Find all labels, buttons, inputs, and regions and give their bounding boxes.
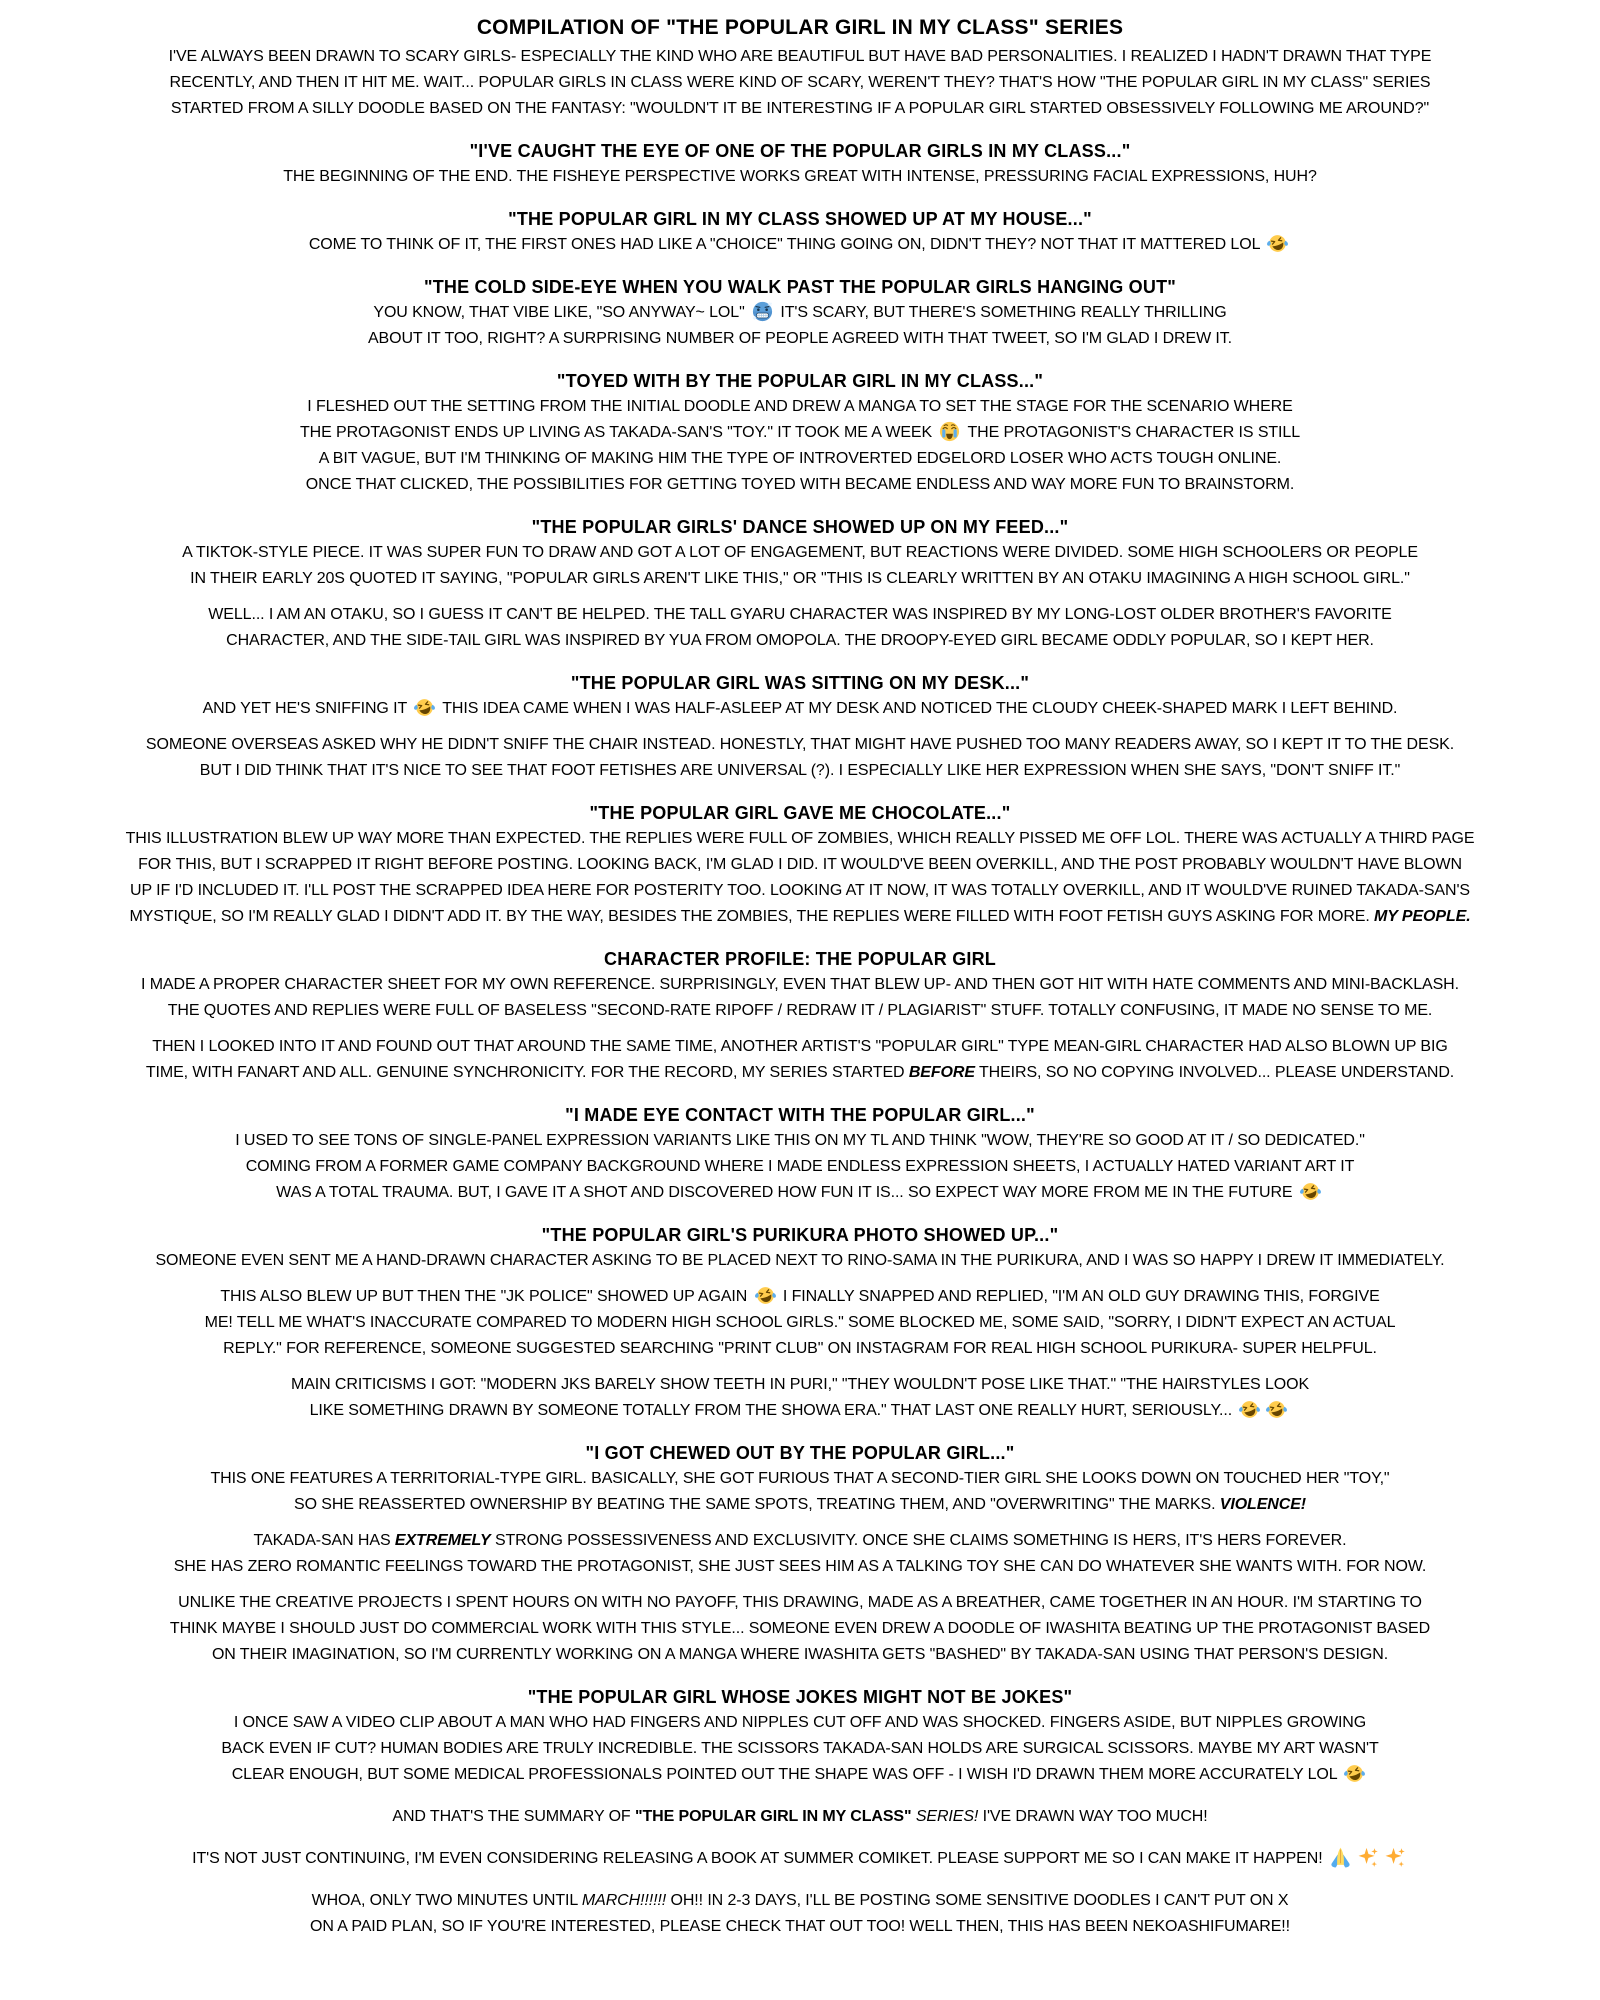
text-segment: THINK MAYBE I SHOULD JUST DO COMMERCIAL WORK WITH THIS STYLE... SOMEONE EVEN DREW A DOODLE OF IWASHITA BEATING UP THE PROTAGONIST BASED [169, 1620, 1431, 1637]
text-segment: SO SHE REASSERTED OWNERSHIP BY BEATING THE SAME SPOTS, TREATING THEM, AND "OVERWRITING" THE MARKS. [294, 1496, 1220, 1513]
paragraph [10, 1128, 1590, 1206]
section [10, 514, 1590, 654]
text-segment: IT'S NOT JUST CONTINUING, I'M EVEN CONSIDERING RELEASING A BOOK AT SUMMER COMIKET. PLEASE SUPPORT ME SO I CAN MAKE IT HAPPEN! [192, 1850, 1327, 1867]
section [10, 138, 1590, 190]
paragraph [10, 696, 1590, 722]
text-line [10, 1710, 1590, 1736]
text-segment: ME! TELL ME WHAT'S INACCURATE COMPARED TO MODERN HIGH SCHOOL GIRLS." SOME BLOCKED ME, SOME SAID, "SORRY, I DIDN'T EXPECT AN ACTUAL [204, 1314, 1396, 1331]
text-line [10, 904, 1590, 930]
section [10, 946, 1590, 1086]
text-line [10, 1372, 1590, 1398]
section [10, 1888, 1590, 1940]
rofl-emoji [413, 696, 436, 719]
section [10, 670, 1590, 784]
text-line [10, 852, 1590, 878]
text-line [10, 1034, 1590, 1060]
text-segment: THIS ALSO BLEW UP BUT THEN THE "JK POLICE" SHOWED UP AGAIN [220, 1288, 752, 1305]
paragraph [10, 1710, 1590, 1788]
text-segment: UNLIKE THE CREATIVE PROJECTS I SPENT HOURS ON WITH NO PAYOFF, THIS DRAWING, MADE AS A BREATHER, CAME TOGETHER IN AN HOUR. I'M STARTING TO [178, 1594, 1422, 1611]
text-segment: STARTED FROM A SILLY DOODLE BASED ON THE FANTASY: "WOULDN'T IT BE INTERESTING IF A POPULAR GIRL STARTED OBSESSIVELY FOLLOWING ME AROUND?" [170, 100, 1430, 117]
text-segment: COMING FROM A FORMER GAME COMPANY BACKGROUND WHERE I MADE ENDLESS EXPRESSION SHEETS, I ACTUALLY HATED VARIANT ART IT [245, 1158, 1355, 1175]
text-segment: WELL... I AM AN OTAKU, SO I GUESS IT CAN'T BE HELPED. THE TALL GYARU CHARACTER WAS INSPIRED BY MY LONG-LOST OLDER BROTHER'S FAVORITE [208, 606, 1392, 623]
text-segment: EXTREMELY [394, 1532, 491, 1549]
text-line [10, 164, 1590, 190]
text-segment: A TIKTOK-STYLE PIECE. IT WAS SUPER FUN TO DRAW AND GOT A LOT OF ENGAGEMENT, BUT REACTIONS WERE DIVIDED. SOME HIGH SCHOOLERS OR PEOPLE [182, 544, 1418, 561]
text-line [10, 420, 1590, 446]
text-line [10, 1310, 1590, 1336]
paragraph [10, 1846, 1590, 1872]
text-line [10, 472, 1590, 498]
text-segment: UP IF I'D INCLUDED IT. I'LL POST THE SCRAPPED IDEA HERE FOR POSTERITY TOO. LOOKING AT IT NOW, IT WAS TOTALLY OVERKILL, AND IT WOULD'VE RUINED TAKADA-SAN'S [130, 882, 1470, 899]
text-segment: BUT I DID THINK THAT IT'S NICE TO SEE THAT FOOT FETISHES ARE UNIVERSAL (?). I ESPECIALLY LIKE HER EXPRESSION WHEN SHE SAYS, "DON'T SNIFF IT." [199, 762, 1401, 779]
text-line [10, 1128, 1590, 1154]
text-line [10, 446, 1590, 472]
paragraph [10, 1034, 1590, 1086]
text-line [10, 44, 1590, 70]
text-line [10, 1590, 1590, 1616]
text-segment: MAIN CRITICISMS I GOT: "MODERN JKS BARELY SHOW TEETH IN PURI," "THEY WOULDN'T POSE LIKE THAT." "THE HAIRSTYLES LOOK [290, 1376, 1310, 1393]
paragraph [10, 1372, 1590, 1424]
text-line [10, 972, 1590, 998]
text-segment: IN THEIR EARLY 20S QUOTED IT SAYING, "POPULAR GIRLS AREN'T LIKE THIS," OR "THIS IS CLEARLY WRITTEN BY AN OTAKU IMAGINING A HIGH SCHOOL GIRL." [190, 570, 1410, 587]
paragraph [10, 164, 1590, 190]
text-line [10, 696, 1590, 722]
paragraph [10, 232, 1590, 258]
paragraph [10, 1590, 1590, 1668]
section [10, 1222, 1590, 1424]
rofl-emoji [1299, 1180, 1322, 1203]
text-line [10, 628, 1590, 654]
text-line [10, 1248, 1590, 1274]
text-line [10, 1466, 1590, 1492]
paragraph [10, 1804, 1590, 1830]
text-line [10, 732, 1590, 758]
text-segment: I'VE ALWAYS BEEN DRAWN TO SCARY GIRLS- ESPECIALLY THE KIND WHO ARE BEAUTIFUL BUT HAVE BAD PERSONALITIES. I REALIZED I HADN'T DRAWN THAT TYPE [168, 48, 1432, 65]
text-segment: BEFORE [908, 1064, 975, 1081]
sob-emoji [938, 420, 961, 443]
section [10, 1846, 1590, 1872]
text-line [10, 998, 1590, 1024]
text-segment: "THE POPULAR GIRL IN MY CLASS" [634, 1808, 912, 1825]
text-line [10, 1914, 1590, 1940]
text-segment: I MADE A PROPER CHARACTER SHEET FOR MY OWN REFERENCE. SURPRISINGLY, EVEN THAT BLEW UP- AND THEN GOT HIT WITH HATE COMMENTS AND MINI-BACKLASH. [141, 976, 1459, 993]
rofl-emoji [1266, 232, 1289, 255]
paragraph [10, 732, 1590, 784]
text-segment: TAKADA-SAN HAS [253, 1532, 395, 1549]
text-line [10, 1642, 1590, 1668]
section [10, 274, 1590, 352]
text-segment: AND YET HE'S SNIFFING IT [202, 700, 412, 717]
section [10, 1684, 1590, 1788]
text-line [10, 1336, 1590, 1362]
text-line [10, 1888, 1590, 1914]
text-segment: THIS IDEA CAME WHEN I WAS HALF-ASLEEP AT MY DESK AND NOTICED THE CLOUDY CHEEK-SHAPED MARK I LEFT BEHIND. [438, 700, 1398, 717]
text-segment: I ONCE SAW A VIDEO CLIP ABOUT A MAN WHO HAD FINGERS AND NIPPLES CUT OFF AND WAS SHOCKED. FINGERS ASIDE, BUT NIPPLES GROWING [233, 1714, 1367, 1731]
paragraph [10, 1888, 1590, 1940]
text-segment: AND THAT'S THE SUMMARY OF [392, 1808, 635, 1825]
text-segment: THE PROTAGONIST ENDS UP LIVING AS TAKADA-SAN'S "TOY." IT TOOK ME A WEEK [299, 424, 937, 441]
text-line [10, 540, 1590, 566]
text-segment: I FLESHED OUT THE SETTING FROM THE INITIAL DOODLE AND DREW A MANGA TO SET THE STAGE FOR THE SCENARIO WHERE [307, 398, 1293, 415]
section [10, 1804, 1590, 1830]
section-heading: "I GOT CHEWED OUT BY THE POPULAR GIRL..." [585, 1443, 1015, 1463]
section-heading: CHARACTER PROFILE: THE POPULAR GIRL [604, 949, 996, 969]
section-heading: "THE POPULAR GIRL IN MY CLASS SHOWED UP AT MY HOUSE..." [508, 209, 1092, 229]
text-line [10, 566, 1590, 592]
rofl-emoji [1265, 1398, 1288, 1421]
text-segment: SERIES! [915, 1808, 979, 1825]
cold-face-emoji [751, 300, 774, 323]
text-line [10, 232, 1590, 258]
text-segment: THE BEGINNING OF THE END. THE FISHEYE PERSPECTIVE WORKS GREAT WITH INTENSE, PRESSURING FACIAL EXPRESSIONS, HUH? [283, 168, 1317, 185]
paragraph [10, 602, 1590, 654]
paragraph [10, 44, 1590, 122]
section-heading: "I'VE CAUGHT THE EYE OF ONE OF THE POPULAR GIRLS IN MY CLASS..." [469, 141, 1131, 161]
rofl-emoji [754, 1284, 777, 1307]
section-heading: "THE POPULAR GIRL WHOSE JOKES MIGHT NOT BE JOKES" [527, 1687, 1073, 1707]
text-segment: I'VE DRAWN WAY TOO MUCH! [978, 1808, 1208, 1825]
text-line [10, 1736, 1590, 1762]
paragraph [10, 394, 1590, 498]
paragraph [10, 540, 1590, 592]
document-body [10, 44, 1590, 1940]
text-segment: YOU KNOW, THAT VIBE LIKE, "SO ANYWAY~ LOL" [373, 304, 749, 321]
section [10, 1102, 1590, 1206]
text-line [10, 96, 1590, 122]
paragraph [10, 826, 1590, 930]
text-segment: SHE HAS ZERO ROMANTIC FEELINGS TOWARD THE PROTAGONIST, SHE JUST SEES HIM AS A TALKING TOY SHE CAN DO WHATEVER SHE WANTS WITH. FOR NOW. [173, 1558, 1427, 1575]
folded-hands-emoji [1329, 1846, 1352, 1869]
text-segment: THEIRS, SO NO COPYING INVOLVED... PLEASE UNDERSTAND. [974, 1064, 1455, 1081]
rofl-emoji [1238, 1398, 1261, 1421]
text-line [10, 1492, 1590, 1518]
text-line [10, 70, 1590, 96]
text-segment: STRONG POSSESSIVENESS AND EXCLUSIVITY. ONCE SHE CLAIMS SOMETHING IS HERS, IT'S HERS FOREVER. [490, 1532, 1347, 1549]
text-line [10, 1060, 1590, 1086]
text-line [10, 1762, 1590, 1788]
section [10, 44, 1590, 122]
text-segment: ABOUT IT TOO, RIGHT? A SURPRISING NUMBER OF PEOPLE AGREED WITH THAT TWEET, SO I'M GLAD I DREW IT. [367, 330, 1233, 347]
text-line [10, 394, 1590, 420]
text-segment: MYSTIQUE, SO I'M REALLY GLAD I DIDN'T ADD IT. BY THE WAY, BESIDES THE ZOMBIES, THE REPLIES WERE FILLED WITH FOOT FETISH GUYS ASKING FOR MORE. [129, 908, 1375, 925]
text-segment: ON THEIR IMAGINATION, SO I'M CURRENTLY WORKING ON A MANGA WHERE IWASHITA GETS "BASHED" BY TAKADA-SAN USING THAT PERSON'S DESIGN. [211, 1646, 1389, 1663]
section-heading: "THE POPULAR GIRLS' DANCE SHOWED UP ON MY FEED..." [531, 517, 1069, 537]
paragraph [10, 1466, 1590, 1518]
text-line [10, 826, 1590, 852]
text-line [10, 602, 1590, 628]
text-segment: LIKE SOMETHING DRAWN BY SOMEONE TOTALLY FROM THE SHOWA ERA." THAT LAST ONE REALLY HURT, SERIOUSLY... [309, 1402, 1237, 1419]
text-line [10, 1180, 1590, 1206]
section-heading: "I MADE EYE CONTACT WITH THE POPULAR GIRL..." [565, 1105, 1035, 1125]
text-segment: THE PROTAGONIST'S CHARACTER IS STILL [963, 424, 1301, 441]
section-heading: "THE POPULAR GIRL WAS SITTING ON MY DESK..." [570, 673, 1030, 693]
text-segment: TIME, WITH FANART AND ALL. GENUINE SYNCHRONICITY. FOR THE RECORD, MY SERIES STARTED [145, 1064, 909, 1081]
text-segment: BACK EVEN IF CUT? HUMAN BODIES ARE TRULY INCREDIBLE. THE SCISSORS TAKADA-SAN HOLDS ARE SURGICAL SCISSORS. MAYBE MY ART WASN'T [221, 1740, 1379, 1757]
paragraph [10, 1248, 1590, 1274]
section [10, 206, 1590, 258]
text-segment: I USED TO SEE TONS OF SINGLE-PANEL EXPRESSION VARIANTS LIKE THIS ON MY TL AND THINK "WOW, THEY'RE SO GOOD AT IT / SO DEDICATED." [235, 1132, 1365, 1149]
text-line [10, 1284, 1590, 1310]
text-segment: VIOLENCE! [1219, 1496, 1306, 1513]
text-segment: THEN I LOOKED INTO IT AND FOUND OUT THAT AROUND THE SAME TIME, ANOTHER ARTIST'S "POPULAR GIRL" TYPE MEAN-GIRL CHARACTER HAD ALSO BLOWN UP BIG [152, 1038, 1448, 1055]
text-segment: ON A PAID PLAN, SO IF YOU'RE INTERESTED, PLEASE CHECK THAT OUT TOO! WELL THEN, THIS HAS BEEN NEKOASHIFUMARE!! [310, 1918, 1290, 1935]
text-line [10, 1528, 1590, 1554]
section [10, 800, 1590, 930]
text-segment: WHOA, ONLY TWO MINUTES UNTIL [311, 1892, 582, 1909]
paragraph [10, 300, 1590, 352]
section [10, 1440, 1590, 1668]
text-line [10, 1616, 1590, 1642]
text-line [10, 1554, 1590, 1580]
text-segment: A BIT VAGUE, BUT I'M THINKING OF MAKING HIM THE TYPE OF INTROVERTED EDGELORD LOSER WHO ACTS TOUGH ONLINE. [318, 450, 1282, 467]
text-segment: I FINALLY SNAPPED AND REPLIED, "I'M AN OLD GUY DRAWING THIS, FORGIVE [778, 1288, 1380, 1305]
text-segment: MY PEOPLE. [1374, 908, 1471, 925]
text-segment: RECENTLY, AND THEN IT HIT ME. WAIT... POPULAR GIRLS IN CLASS WERE KIND OF SCARY, WEREN'T THEY? THAT'S HOW "THE POPULAR GIRL IN MY CLASS" SERIES [169, 74, 1431, 91]
text-segment: MARCH!!!!!! [581, 1892, 667, 1909]
text-segment: IT'S SCARY, BUT THERE'S SOMETHING REALLY THRILLING [776, 304, 1227, 321]
text-segment: CHARACTER, AND THE SIDE-TAIL GIRL WAS INSPIRED BY YUA FROM OMOPOLA. THE DROOPY-EYED GIRL BECAME ODDLY POPULAR, SO I KEPT HER. [226, 632, 1374, 649]
text-line [10, 1846, 1590, 1872]
text-segment: OH!! IN 2-3 DAYS, I'LL BE POSTING SOME SENSITIVE DOODLES I CAN'T PUT ON X [666, 1892, 1289, 1909]
page-title: COMPILATION OF "THE POPULAR GIRL IN MY CLASS" SERIES [476, 16, 1124, 39]
paragraph [10, 1528, 1590, 1580]
section [10, 368, 1590, 498]
text-line [10, 1154, 1590, 1180]
text-line [10, 326, 1590, 352]
text-line [10, 878, 1590, 904]
text-segment: ONCE THAT CLICKED, THE POSSIBILITIES FOR GETTING TOYED WITH BECAME ENDLESS AND WAY MORE FUN TO BRAINSTORM. [305, 476, 1295, 493]
section-heading: "TOYED WITH BY THE POPULAR GIRL IN MY CLASS..." [556, 371, 1044, 391]
section-heading: "THE POPULAR GIRL GAVE ME CHOCOLATE..." [589, 803, 1011, 823]
sparkles-emoji [1356, 1846, 1379, 1869]
text-segment: SOMEONE OVERSEAS ASKED WHY HE DIDN'T SNIFF THE CHAIR INSTEAD. HONESTLY, THAT MIGHT HAVE PUSHED TOO MANY READERS AWAY, SO I KEPT IT TO THE DESK. [145, 736, 1455, 753]
text-line [10, 300, 1590, 326]
section-heading: "THE COLD SIDE-EYE WHEN YOU WALK PAST THE POPULAR GIRLS HANGING OUT" [423, 277, 1177, 297]
rofl-emoji [1343, 1762, 1366, 1785]
text-segment: THE QUOTES AND REPLIES WERE FULL OF BASELESS "SECOND-RATE RIPOFF / REDRAW IT / PLAGIARIST" STUFF. TOTALLY CONFUSING, IT MADE NO SENSE TO ME. [167, 1002, 1433, 1019]
text-line [10, 758, 1590, 784]
text-segment: SOMEONE EVEN SENT ME A HAND-DRAWN CHARACTER ASKING TO BE PLACED NEXT TO RINO-SAMA IN THE PURIKURA, AND I WAS SO HAPPY I DREW IT IMMEDIATELY. [155, 1252, 1445, 1269]
text-segment: FOR THIS, BUT I SCRAPPED IT RIGHT BEFORE POSTING. LOOKING BACK, I'M GLAD I DID. IT WOULD'VE BEEN OVERKILL, AND THE POST PROBABLY WOULDN'T HAVE BLOWN [138, 856, 1462, 873]
text-line [10, 1804, 1590, 1830]
sparkles-emoji [1383, 1846, 1406, 1869]
text-segment: COME TO THINK OF IT, THE FIRST ONES HAD LIKE A "CHOICE" THING GOING ON, DIDN'T THEY? NOT THAT IT MATTERED LOL [308, 236, 1265, 253]
text-line [10, 1398, 1590, 1424]
paragraph [10, 1284, 1590, 1362]
text-segment: WAS A TOTAL TRAUMA. BUT, I GAVE IT A SHOT AND DISCOVERED HOW FUN IT IS... SO EXPECT WAY MORE FROM ME IN THE FUTURE [276, 1184, 1297, 1201]
text-segment: CLEAR ENOUGH, BUT SOME MEDICAL PROFESSIONALS POINTED OUT THE SHAPE WAS OFF - I WISH I'D DRAWN THEM MORE ACCURATELY LOL [231, 1766, 1342, 1783]
paragraph [10, 972, 1590, 1024]
text-segment: REPLY." FOR REFERENCE, SOMEONE SUGGESTED SEARCHING "PRINT CLUB" ON INSTAGRAM FOR REAL HIGH SCHOOL PURIKURA- SUPER HELPFUL. [223, 1340, 1377, 1357]
text-segment: THIS ONE FEATURES A TERRITORIAL-TYPE GIRL. BASICALLY, SHE GOT FURIOUS THAT A SECOND-TIER GIRL SHE LOOKS DOWN ON TOUCHED HER "TOY," [210, 1470, 1390, 1487]
section-heading: "THE POPULAR GIRL'S PURIKURA PHOTO SHOWED UP..." [541, 1225, 1059, 1245]
text-segment: THIS ILLUSTRATION BLEW UP WAY MORE THAN EXPECTED. THE REPLIES WERE FULL OF ZOMBIES, WHICH REALLY PISSED ME OFF LOL. THERE WAS ACTUALLY A THIRD PAGE [125, 830, 1475, 847]
